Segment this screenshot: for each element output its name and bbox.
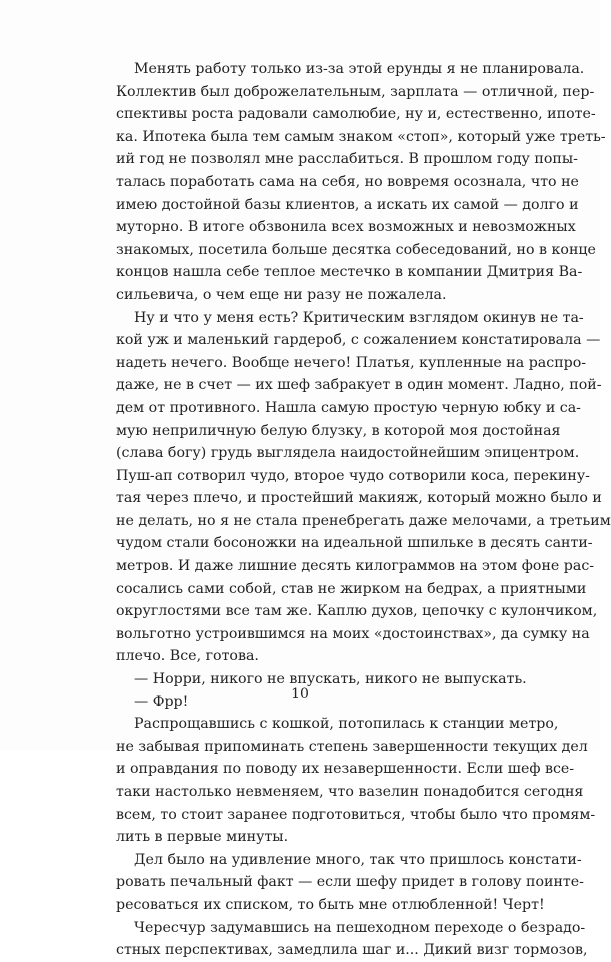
text-line: знакомых, посетила больше десятка собеседований, но в конце [116,241,596,258]
text-line: округлостями все там же. Каплю духов, цепочку с кулончиком, [116,603,598,620]
text-line: — Фрр! [134,693,189,710]
text-line: ка. Ипотека была тем самым знаком «стоп», который уже треть- [116,128,606,145]
text-line: дем от противного. Нашла самую простую черную юбку и са- [116,399,581,416]
text-line: Пуш-ап сотворил чудо, второе чудо сотворили коса, перекину- [116,467,590,484]
text-line: Распрощавшись с кошкой, потопилась к станции метро, [134,716,559,733]
text-line: (слава богу) грудь выглядела наидостойнейшим эпицентром. [116,445,580,462]
text-line: ровать печальный факт — если шефу придет в голову поинте- [116,874,584,891]
page-number: 10 [291,686,309,702]
text-line: плечо. Все, готова. [116,648,259,665]
paragraph [116,849,584,917]
body-text [116,58,611,962]
text-line: талась поработать сама на себя, но вовремя осознала, что не [116,173,579,190]
text-line: не забывая припоминать степень завершенности текущих дел [116,738,588,755]
text-line: лить в первые минуты. [116,829,289,846]
text-line: чудом стали босоножки на идеальной шпильке в десять санти- [116,535,593,552]
text-line: мую неприличную белую блузку, в которой моя достойная [116,422,561,439]
paragraph [116,58,606,307]
paragraph [116,917,588,962]
paragraph [116,307,611,669]
text-line: тая через плечо, и простейший макияж, который можно было и [116,490,602,507]
text-line: Дел было на удивление много, так что пришлось констати- [134,851,582,868]
text-line: концов нашла себе теплое местечко в компании Дмитрия Ва- [116,264,583,281]
text-line: муторно. В итоге обзвонила всех возможных и невозможных [116,219,576,236]
text-line: сильевича, о чем еще ни разу не пожалела. [116,286,447,303]
text-line: имею достойной базы клиентов, а искать их самой — долго и [116,196,579,213]
text-line: ий год не позволял мне расслабиться. В прошлом году попы- [116,151,578,168]
text-line: таки настолько невменяем, что вазелин понадобится сегодня [116,784,584,800]
text-line: Ну и что у меня есть? Критическим взглядом окинув не та- [134,309,584,326]
text-line: даже, не в счет — их шеф забракует в один момент. Ладно, пой- [116,377,602,394]
text-line: сосались сами собой, став не жирком на бедрах, а приятными [116,580,587,597]
text-line: кой уж и маленький гардероб, с сожалением констатировала — [116,332,601,349]
text-line: не делать, но я не стала пренебрегать даже мелочами, а третьим [116,512,611,529]
text-line: спективы роста радовали самолюбие, ну и, естественно, ипоте- [116,106,596,123]
paragraph [116,713,596,849]
text-line: стных перспективах, замедлила шаг и... Дикий визг тормозов, [116,942,588,959]
text-line: Коллектив был доброжелательным, зарплата — отличной, пер- [116,83,595,100]
text-line: ресоваться их списком, то быть мне отлюбленной! Черт! [116,896,545,913]
text-line: Менять работу только из-за этой ерунды я не планировала. [134,61,585,77]
text-line: вольготно устроившимся на моих «достоинствах», да сумку на [116,625,590,642]
text-line: Чересчур задумавшись на пешеходном переходе о безрадо- [134,919,586,936]
text-line: и оправдания по поводу их незавершенности. Если шеф все- [116,761,575,778]
text-line: всем, то стоит заранее подготовиться, чтобы было что промям- [116,806,596,823]
text-line: надеть нечего. Вообще нечего! Платья, купленные на распро- [116,354,587,371]
text-line: метров. И даже лишние десять килограммов на этом фоне рас- [116,558,595,575]
text-line: — Норри, никого не впускать, никого не выпускать. [134,671,527,688]
